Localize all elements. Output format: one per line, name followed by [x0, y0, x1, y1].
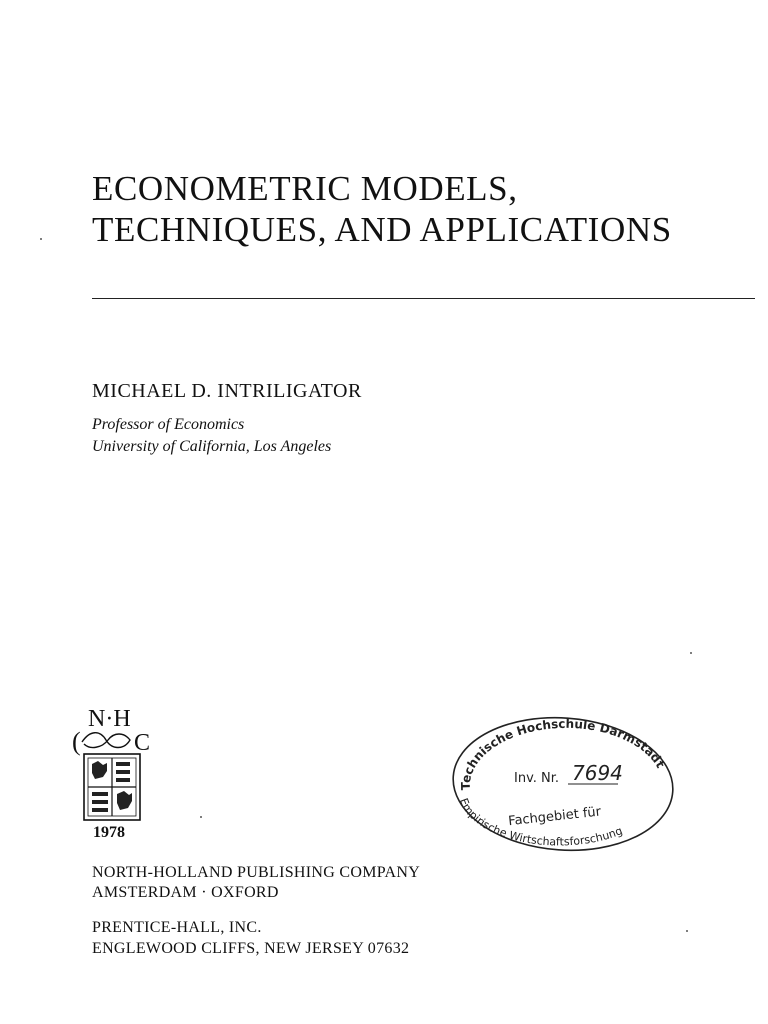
title-line-2: TECHNIQUES, AND APPLICATIONS: [92, 210, 672, 249]
publisher-line-2: AMSTERDAM · OXFORD: [92, 884, 279, 901]
scan-speck: [200, 816, 202, 818]
stamp-ring-bottom: Empirische Wirtschaftsforschung: [456, 796, 625, 849]
scan-speck: [40, 238, 42, 240]
author-position: Professor of Economics: [92, 416, 245, 433]
library-stamp-icon: [448, 712, 678, 862]
svg-text:Technische Hochschule Darmstad: [459, 717, 668, 791]
author-institution: University of California, Los Angeles: [92, 438, 332, 455]
svg-text:C: C: [134, 730, 151, 756]
svg-text:N·H: N·H: [88, 706, 131, 732]
title-line-1: ECONOMETRIC MODELS,: [92, 169, 518, 208]
author-name: MICHAEL D. INTRILIGATOR: [92, 380, 362, 402]
stamp-ring-top: Technische Hochschule Darmstadt: [458, 716, 668, 791]
publisher-line-3: PRENTICE-HALL, INC.: [92, 919, 262, 936]
north-holland-crest-icon: [72, 704, 162, 824]
scan-speck: [686, 930, 688, 932]
stamp-department: Fachgebiet für: [507, 804, 602, 830]
publication-year: 1978: [93, 824, 125, 841]
svg-text:(: (: [72, 727, 81, 756]
scan-speck: [690, 652, 692, 654]
stamp-inventory-number: 7694: [572, 761, 623, 785]
title-rule: [92, 298, 755, 299]
publisher-line-1: NORTH-HOLLAND PUBLISHING COMPANY: [92, 864, 421, 881]
stamp-inventory-label: Inv. Nr.: [514, 771, 560, 786]
publisher-line-4: ENGLEWOOD CLIFFS, NEW JERSEY 07632: [92, 940, 410, 957]
